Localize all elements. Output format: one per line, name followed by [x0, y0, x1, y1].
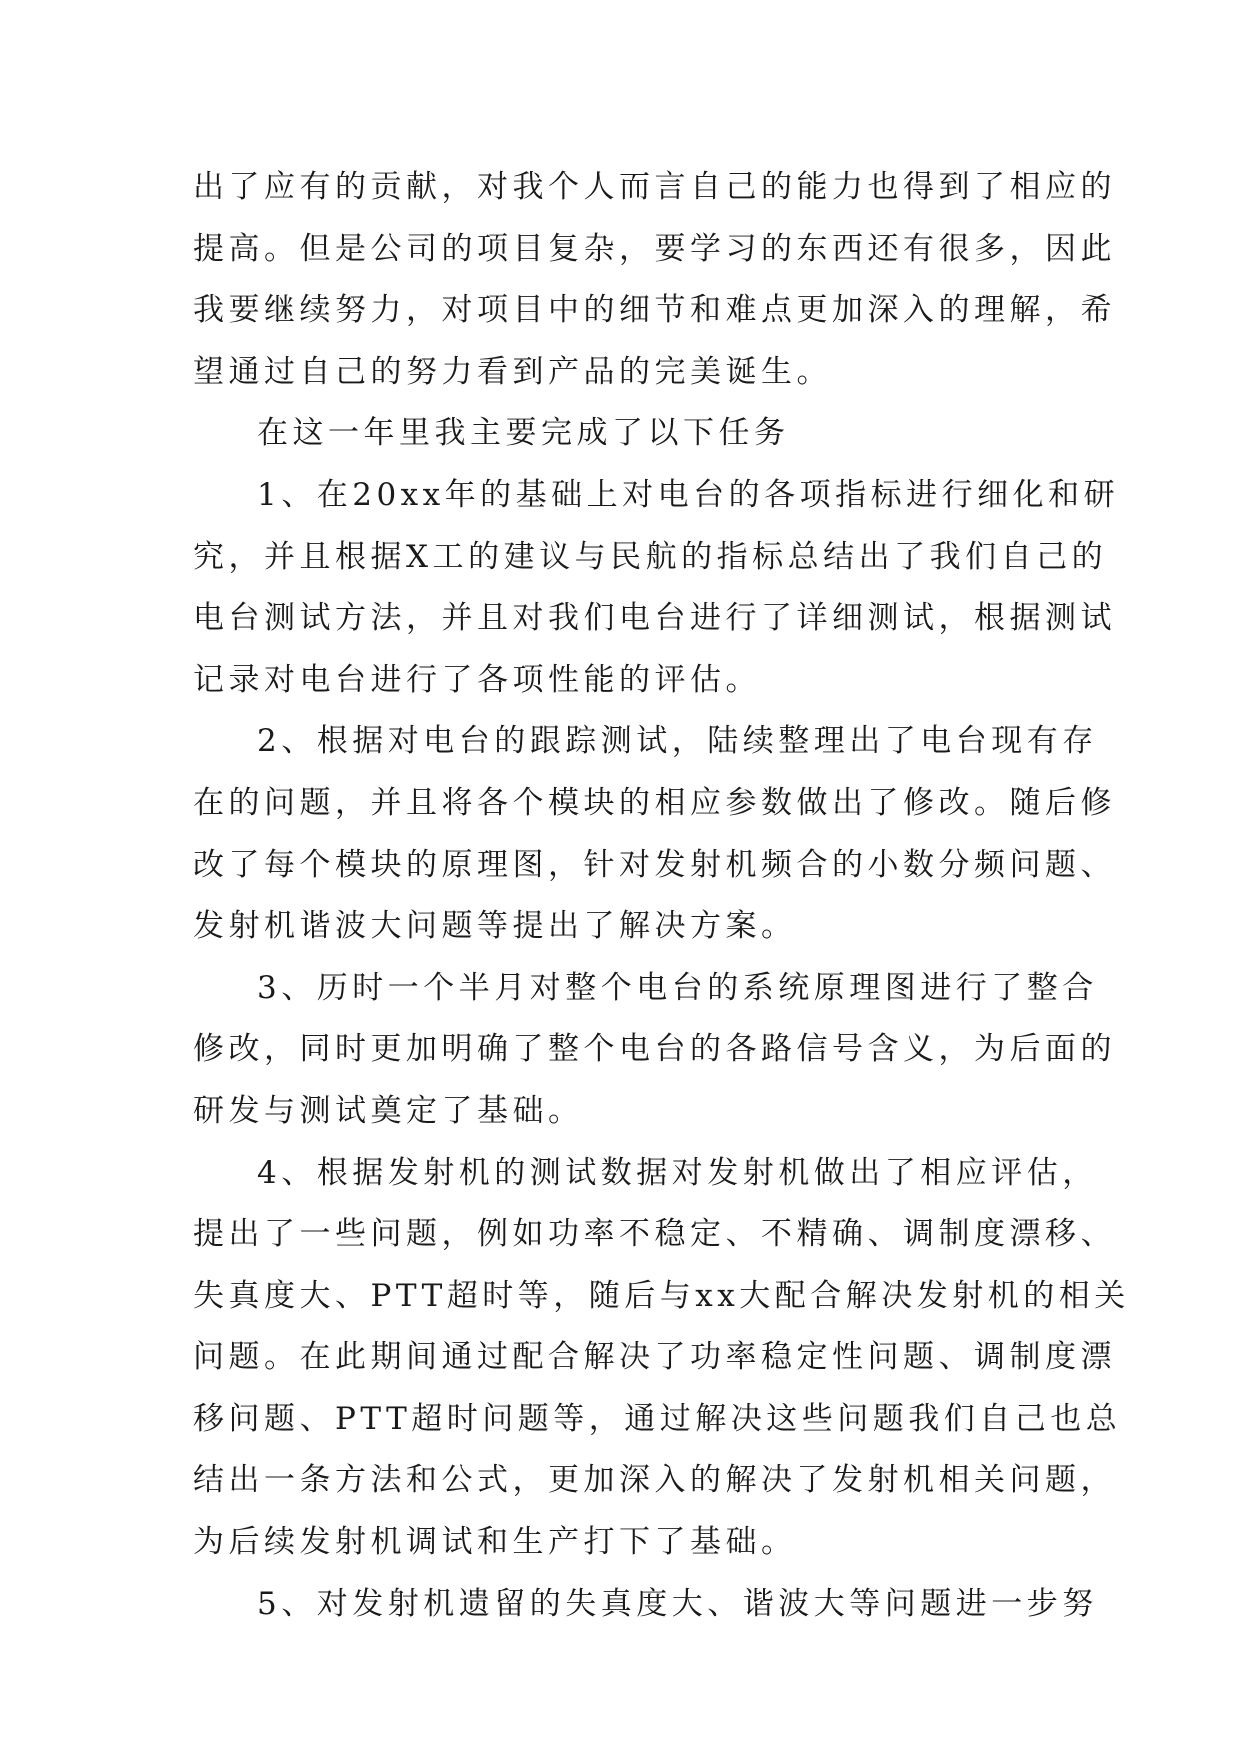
- text-line: 望通过自己的努力看到产品的完美诞生。: [193, 353, 832, 390]
- text-line: 改了每个模块的原理图，针对发射机频合的小数分频问题、: [193, 846, 1116, 883]
- text-line: 为后续发射机调试和生产打下了基础。: [193, 1524, 797, 1561]
- list-item-1-line: 1、在20xx年的基础上对电台的各项指标进行细化和研: [257, 476, 1120, 513]
- list-item-2-line: 2、根据对电台的跟踪测试，陆续整理出了电台现有存: [257, 723, 1098, 760]
- text-line: 电台测试方法，并且对我们电台进行了详细测试，根据测试: [193, 600, 1116, 637]
- text-line: 记录对电台进行了各项性能的评估。: [193, 661, 761, 698]
- text-line: 发射机谐波大问题等提出了解决方案。: [193, 908, 797, 945]
- text-line: 究，并且根据X工的建议与民航的指标总结出了我们自己的: [193, 538, 1108, 575]
- text-line: 在的问题，并且将各个模块的相应参数做出了修改。随后修: [193, 784, 1116, 821]
- text-line: 提出了一些问题，例如功率不稳定、不精确、调制度漂移、: [193, 1216, 1116, 1253]
- text-line: 我要继续努力，对项目中的细节和难点更加深入的理解，希: [193, 292, 1116, 329]
- section-intro-line: 在这一年里我主要完成了以下任务: [257, 415, 790, 452]
- text-line: 出了应有的贡献，对我个人而言自己的能力也得到了相应的: [193, 169, 1116, 205]
- text-line: 移问题、PTT超时问题等，通过解决这些问题我们自己也总: [193, 1400, 1122, 1437]
- list-item-5-line: 5、对发射机遗留的失真度大、谐波大等问题进一步努: [257, 1585, 1098, 1622]
- text-line: 修改，同时更加明确了整个电台的各路信号含义，为后面的: [193, 1031, 1116, 1068]
- text-line: 结出一条方法和公式，更加深入的解决了发射机相关问题，: [193, 1462, 1116, 1499]
- list-item-4-line: 4、根据发射机的测试数据对发射机做出了相应评估，: [257, 1154, 1098, 1191]
- list-item-3-line: 3、历时一个半月对整个电台的系统原理图进行了整合: [257, 969, 1098, 1006]
- text-line: 研发与测试奠定了基础。: [193, 1092, 584, 1129]
- document-body: [193, 157, 1130, 1635]
- text-line: 失真度大、PTT超时等，随后与xx大配合解决发射机的相关: [193, 1277, 1130, 1314]
- text-line: 提高。但是公司的项目复杂，要学习的东西还有很多，因此: [193, 230, 1116, 267]
- text-line: 问题。在此期间通过配合解决了功率稳定性问题、调制度漂: [193, 1339, 1116, 1376]
